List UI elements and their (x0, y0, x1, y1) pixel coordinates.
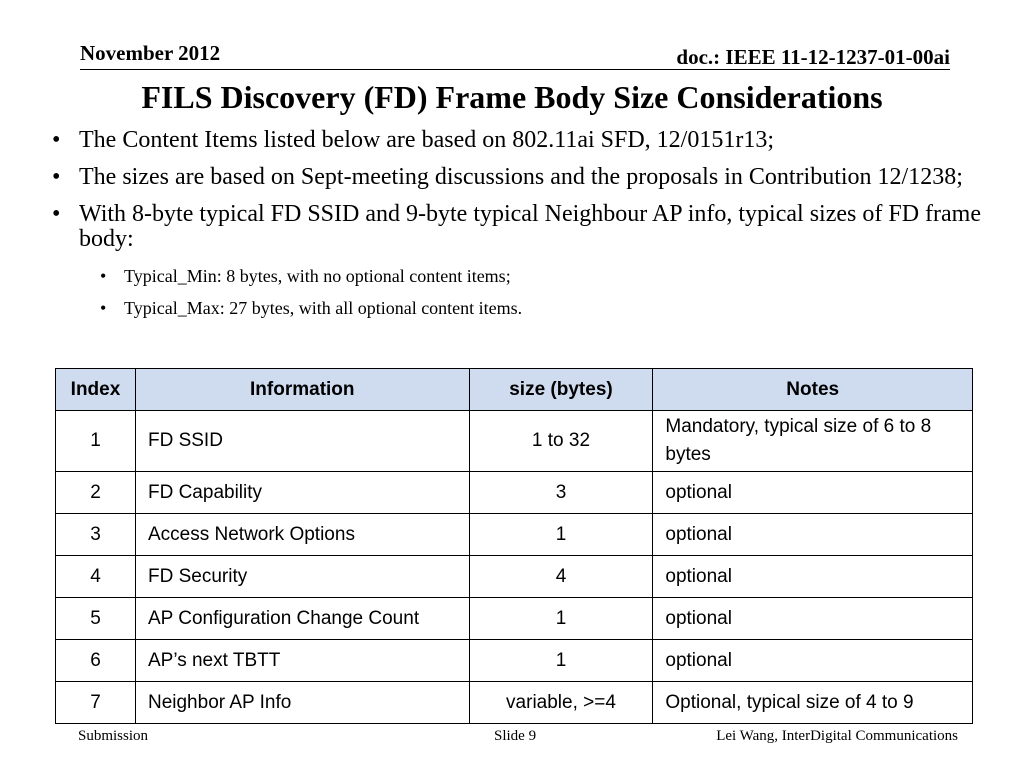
cell-index: 7 (56, 682, 136, 724)
bullet-text: The sizes are based on Sept-meeting discussions and the proposals in Contribution 12/1238; (79, 164, 963, 190)
column-header-index: Index (56, 369, 136, 411)
cell-notes: optional (653, 514, 973, 556)
cell-information: Neighbor AP Info (135, 682, 469, 724)
slide-title: FILS Discovery (FD) Frame Body Size Considerations (141, 79, 883, 115)
cell-notes: optional (653, 556, 973, 598)
sub-bullet-text: Typical_Max: 27 bytes, with all optional content items. (124, 298, 523, 318)
cell-index: 3 (56, 514, 136, 556)
cell-index: 4 (56, 556, 136, 598)
cell-information: AP Configuration Change Count (135, 598, 469, 640)
cell-index: 2 (56, 472, 136, 514)
table-row (56, 598, 973, 640)
sub-bullet-item (52, 266, 982, 286)
bullet-item (52, 128, 982, 153)
cell-index: 5 (56, 598, 136, 640)
cell-size: 3 (469, 472, 653, 514)
table-header-row (56, 369, 973, 411)
cell-index: 6 (56, 640, 136, 682)
footer-slide-number: Slide 9 (494, 728, 537, 744)
table-row (56, 682, 973, 724)
cell-notes: Optional, typical size of 4 to 9 (653, 682, 973, 724)
header-rule (80, 69, 950, 70)
cell-size: 1 (469, 640, 653, 682)
bullet-item (52, 202, 982, 252)
cell-size: 1 to 32 (469, 411, 653, 472)
cell-information: FD Capability (135, 472, 469, 514)
bullet-dot: • (100, 266, 107, 286)
footer-submission: Submission (78, 728, 149, 744)
cell-information: FD Security (135, 556, 469, 598)
bullet-text: The Content Items listed below are based on 802.11ai SFD, 12/0151r13; (79, 127, 775, 153)
footer-rule (80, 723, 957, 724)
cell-information: AP’s next TBTT (135, 640, 469, 682)
table-row (56, 472, 973, 514)
table-row (56, 640, 973, 682)
table-row (56, 556, 973, 598)
header-date: November 2012 (80, 41, 221, 65)
bullet-dot: • (52, 164, 61, 190)
header-doc-id: doc.: IEEE 11-12-1237-01-00ai (676, 45, 950, 69)
bullet-list (52, 128, 982, 330)
cell-information: Access Network Options (135, 514, 469, 556)
bullet-dot: • (52, 127, 61, 153)
table-row (56, 514, 973, 556)
column-header-information: Information (135, 369, 469, 411)
cell-index: 1 (56, 411, 136, 472)
column-header-notes: Notes (653, 369, 973, 411)
footer-author: Lei Wang, InterDigital Communications (716, 728, 958, 744)
cell-notes: Mandatory, typical size of 6 to 8 bytes (653, 411, 973, 472)
cell-notes: optional (653, 640, 973, 682)
cell-size: 1 (469, 598, 653, 640)
cell-notes: optional (653, 598, 973, 640)
bullet-dot: • (100, 298, 107, 318)
column-header-size: size (bytes) (469, 369, 653, 411)
cell-size: 1 (469, 514, 653, 556)
bullet-dot: • (52, 201, 61, 227)
cell-size: 4 (469, 556, 653, 598)
sub-bullet-item (52, 298, 982, 318)
bullet-item (52, 165, 982, 190)
bullet-text: With 8-byte typical FD SSID and 9-byte typical Neighbour AP info, typical sizes of FD frame body: (79, 201, 981, 252)
sub-bullet-text: Typical_Min: 8 bytes, with no optional content items; (124, 266, 511, 286)
cell-information: FD SSID (135, 411, 469, 472)
table-row (56, 411, 973, 472)
cell-size: variable, >=4 (469, 682, 653, 724)
cell-notes: optional (653, 472, 973, 514)
fd-content-table (55, 368, 973, 724)
